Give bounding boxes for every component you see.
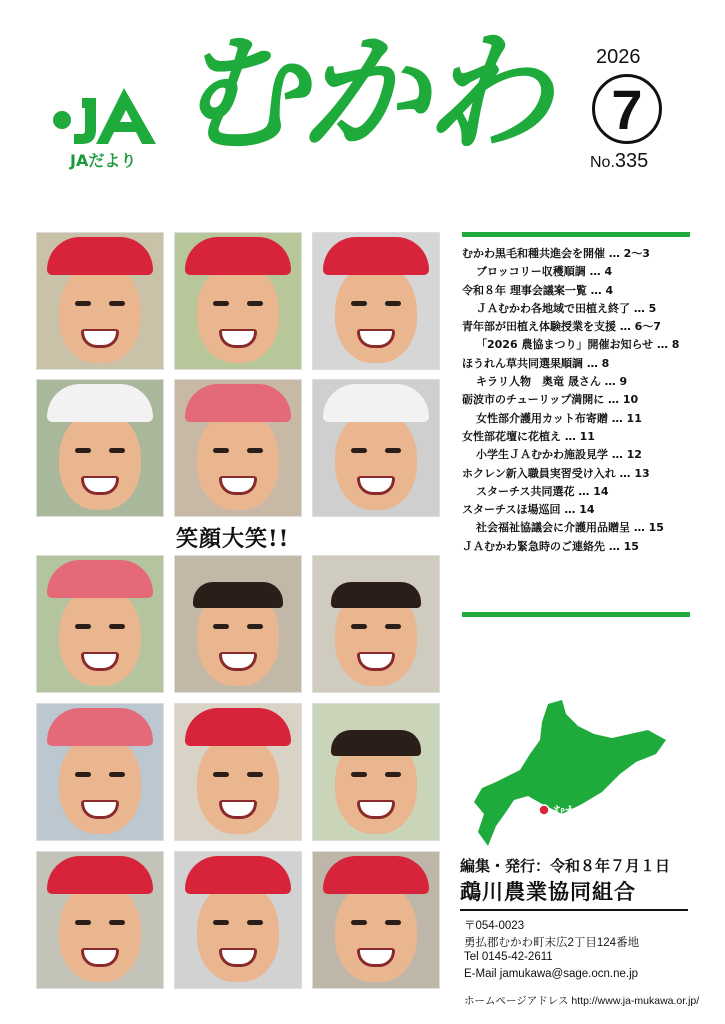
eye [75, 448, 91, 453]
cap [47, 560, 153, 598]
masthead-title: むかわ [176, 19, 549, 169]
toc-item: スターチスほ場巡回 … 14 [462, 503, 595, 517]
photo-caption: 笑顔大笑!! [176, 526, 290, 552]
eye [351, 920, 367, 925]
issue-prefix: No. [590, 154, 615, 171]
cap [185, 384, 291, 422]
child-photo [174, 555, 302, 693]
toc-item: 社会福祉協議会に介護用品贈呈 … 15 [476, 521, 664, 535]
homepage-url: ホームページアドレス http://www.ja-mukawa.or.jp/ [464, 995, 700, 1007]
map-marker-label: むかわ [553, 804, 590, 818]
cap [185, 708, 291, 746]
face [59, 263, 141, 363]
eye [247, 301, 263, 306]
eye [109, 301, 125, 306]
face [59, 882, 141, 982]
child-photo [174, 703, 302, 841]
toc-item: 女性部花壇に花植え … 11 [462, 429, 595, 443]
eye [109, 920, 125, 925]
toc-item: むかわ黒毛和種共進会を開催 … 2～3 [462, 247, 650, 260]
issue-month: 7 [592, 74, 662, 144]
face [335, 263, 417, 363]
email-address: E-Mail jamukawa@sage.ocn.ne.jp [464, 968, 639, 980]
child-photo [312, 379, 440, 517]
child-photo [174, 379, 302, 517]
face [59, 410, 141, 510]
eye [109, 624, 125, 629]
cap [47, 237, 153, 275]
issue-year: 2026 [596, 46, 641, 68]
toc-item: ほうれん草共同選果順調 … 8 [462, 356, 610, 370]
face [197, 410, 279, 510]
issue-number-label [590, 150, 648, 173]
toc-item: 「2026 農協まつり」開催お知らせ … 8 [476, 338, 680, 352]
face [197, 882, 279, 982]
child-photo [312, 555, 440, 693]
eye [213, 772, 229, 777]
phone-number: Tel 0145-42-2611 [464, 951, 553, 963]
child-photo [312, 703, 440, 841]
eye [247, 624, 263, 629]
toc-item: 砺波市のチューリップ満開に … 10 [462, 393, 639, 407]
eye [213, 920, 229, 925]
eye [351, 448, 367, 453]
face [197, 734, 279, 834]
table-of-contents [462, 248, 698, 559]
toc-item: 女性部介護用カット布寄贈 … 11 [476, 411, 642, 425]
logo-subtitle: JAだより [70, 151, 137, 170]
eye [75, 772, 91, 777]
child-photo [36, 232, 164, 370]
cap [47, 856, 153, 894]
issue-number: 335 [614, 150, 649, 172]
toc-bottom-rule [462, 612, 690, 617]
postal-code: 〒054-0023 [464, 920, 525, 932]
hair [331, 582, 421, 608]
face [335, 882, 417, 982]
eye [75, 624, 91, 629]
cap [323, 237, 429, 275]
toc-item: ＪＡむかわ緊急時のご連絡先 … 15 [462, 539, 639, 553]
cap [185, 856, 291, 894]
eye [385, 301, 401, 306]
cap [323, 856, 429, 894]
eye [75, 301, 91, 306]
toc-item: スターチス共同選花 … 14 [476, 484, 609, 498]
toc-top-rule [462, 232, 690, 237]
eye [109, 772, 125, 777]
eye [247, 448, 263, 453]
eye [213, 624, 229, 629]
eye [351, 772, 367, 777]
cap [323, 384, 429, 422]
eye [385, 920, 401, 925]
toc-item: 令和８年 理事会議案一覧 … 4 [462, 283, 614, 297]
child-photo [36, 379, 164, 517]
toc-item: ホクレン新入職員実習受け入れ … 13 [462, 466, 650, 480]
eye [247, 920, 263, 925]
child-photo [36, 703, 164, 841]
toc-item: 小学生ＪＡむかわ施設見学 … 12 [476, 448, 642, 462]
cap [47, 708, 153, 746]
eye [75, 920, 91, 925]
child-photo [174, 851, 302, 989]
organization-name: 鵡川農業協同組合 [460, 879, 636, 904]
face [59, 734, 141, 834]
hair [331, 730, 421, 756]
eye [385, 448, 401, 453]
eye [385, 624, 401, 629]
cap [185, 237, 291, 275]
hokkaido-map-icon [470, 700, 670, 850]
toc-item: 青年部が田植え体験授業を支援 … 6～7 [462, 320, 661, 334]
hair [193, 582, 283, 608]
eye [351, 301, 367, 306]
child-photo [312, 851, 440, 989]
organization-underline [460, 909, 688, 911]
eye [213, 448, 229, 453]
eye [109, 448, 125, 453]
child-photo [36, 851, 164, 989]
eye [247, 772, 263, 777]
publication-date: 編集・発行：令和８年７月１日 [460, 857, 671, 875]
cap [47, 384, 153, 422]
toc-item: キラリ人物 奥竜 晟さん … 9 [476, 375, 628, 389]
face [59, 586, 141, 686]
child-photo [36, 555, 164, 693]
toc-item: ＪＡむかわ各地域で田植え終了 … 5 [476, 301, 657, 315]
face [335, 410, 417, 510]
child-photo [312, 232, 440, 370]
toc-item: ブロッコリー収穫順調 … 4 [476, 265, 613, 279]
eye [385, 772, 401, 777]
face [197, 263, 279, 363]
eye [351, 624, 367, 629]
child-photo [174, 232, 302, 370]
address: 勇払郡むかわ町末広2丁目124番地 [464, 937, 640, 949]
eye [213, 301, 229, 306]
